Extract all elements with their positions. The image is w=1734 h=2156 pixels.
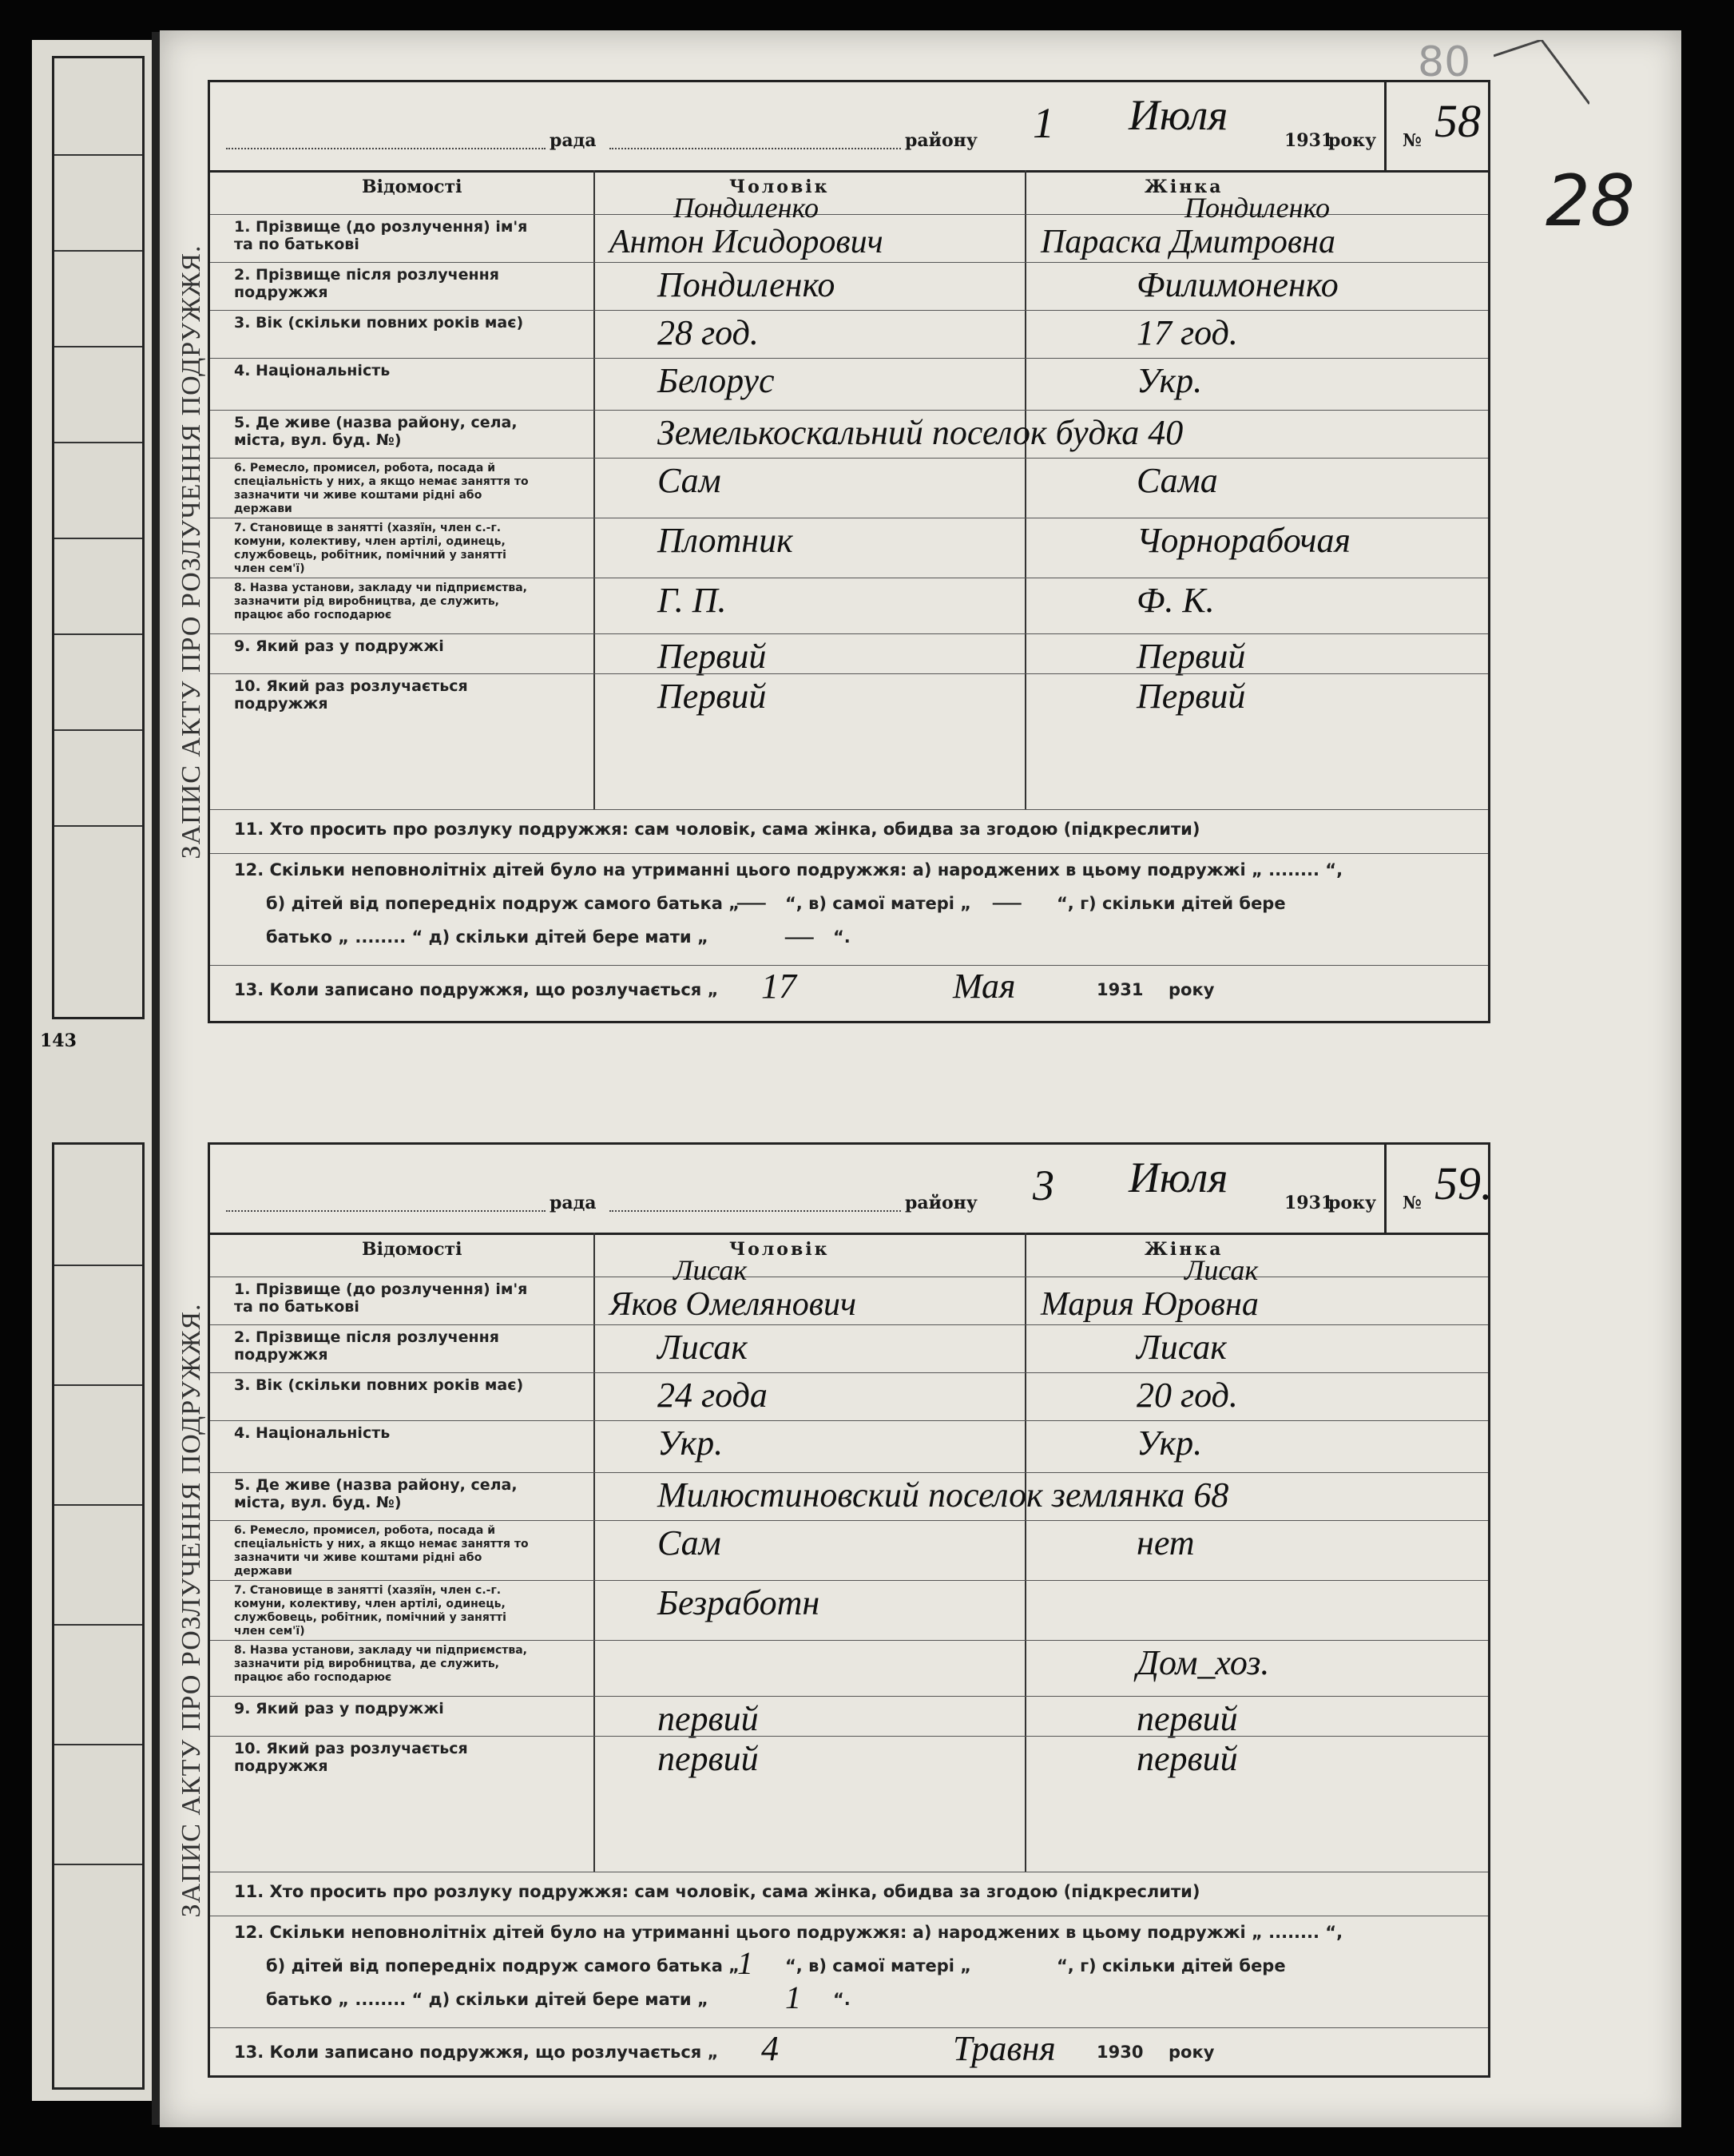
record-day: 1 [1033, 99, 1054, 147]
row-who-requests [210, 809, 1488, 854]
woman-age: 17 год. [1137, 313, 1238, 352]
row-label: 7. Становище в занятті (хазяїн, член с.-г. комуни, колективу, член артілі, одинець, службовець, робітник, помічний у занятті член сем'ї) [234, 522, 506, 575]
row-label: 4. Національність [234, 362, 391, 379]
woman-surname: Пондиленко [1184, 192, 1330, 224]
man-status: Плотник [657, 521, 793, 560]
corner-ink-mark: 28 [1546, 160, 1635, 242]
row-label: 1. Прізвище (до розлучення) ім'я та по батькові [234, 1280, 528, 1316]
rada-line [226, 1210, 546, 1212]
woman-occupation: Сама [1137, 461, 1218, 500]
column-man: Чоловік [729, 177, 830, 197]
woman-nationality: Укр. [1137, 361, 1203, 400]
man-marriage-count: первий [657, 1699, 759, 1738]
record-month: Июля [1129, 91, 1228, 139]
row-name [210, 192, 1488, 263]
man-surname-after: Пондиленко [657, 265, 835, 304]
man-name: Яков Омелянович [609, 1286, 857, 1323]
woman-marriage-count: первий [1137, 1699, 1238, 1738]
children-text-b3: “, г) скільки дітей бере [1057, 1956, 1286, 1975]
registered-day: 4 [761, 2029, 779, 2068]
man-institution: Г. П. [657, 581, 727, 620]
children-father-prev: 1 [737, 1945, 753, 1981]
adjacent-page-grid [52, 1142, 145, 2090]
children-text-b2: “, в) самої матері „ [785, 1956, 972, 1975]
row-children [210, 853, 1488, 966]
registered-text: 13. Коли записано подружжя, що розлучається „ [234, 980, 719, 999]
row-label: 7. Становище в занятті (хазяїн, член с.-г. комуни, колективу, член артілі, одинець, службовець, робітник, помічний у занятті член сем'ї) [234, 1584, 506, 1638]
who-requests-text: 11. Хто просить про розлуку подружжя: сам чоловік, сама жінка, обидва за згодою (підкреслити) [234, 1882, 1200, 1901]
side-title-text: ЗАПИС АКТУ ПРО РОЗЛУЧЕННЯ ПОДРУЖЖЯ. [177, 244, 206, 859]
woman-surname-after: Филимоненко [1137, 265, 1339, 304]
form-row [210, 410, 1488, 459]
form-row [210, 358, 1488, 411]
raion-label: району [905, 130, 978, 151]
registered-month: Мая [953, 967, 1016, 1006]
children-text-c2: “. [833, 927, 851, 947]
man-surname: Пондиленко [673, 192, 819, 224]
woman-nationality: Укр. [1137, 1423, 1203, 1463]
record-year: 1931 [1284, 130, 1334, 151]
form-row [210, 1696, 1488, 1737]
registered-year: 1930 [1097, 2043, 1144, 2062]
woman-institution: Дом_хоз. [1137, 1643, 1270, 1682]
man-divorce-count: первий [657, 1739, 759, 1778]
woman-occupation: нет [1137, 1523, 1195, 1562]
registered-day: 17 [761, 967, 796, 1006]
row-label: 2. Прізвище після розлучення подружжя [234, 266, 499, 301]
man-divorce-count: Первий [657, 677, 767, 716]
woman-surname-after: Лисак [1137, 1328, 1227, 1367]
woman-surname: Лисак [1184, 1254, 1259, 1286]
record-number-box [1384, 82, 1490, 170]
form-row [210, 1472, 1488, 1521]
woman-name: Параска Дмитровна [1041, 224, 1335, 260]
man-occupation: Сам [657, 461, 721, 500]
man-occupation: Сам [657, 1523, 721, 1562]
column-man: Чоловік [729, 1239, 830, 1260]
children-text-c2: “. [833, 1990, 851, 2009]
form-row [210, 1520, 1488, 1581]
row-label: 10. Який раз розлучається подружжя [234, 1740, 468, 1775]
row-label: 1. Прізвище (до розлучення) ім'я та по батькові [234, 218, 528, 253]
registered-month: Травня [953, 2029, 1056, 2068]
form-row [210, 1736, 1488, 1785]
row-label: 8. Назва установи, закладу чи підприємства, зазначити рід виробництва, де служить, працює або господарює [234, 1644, 528, 1684]
rada-line [226, 148, 546, 149]
man-surname-after: Лисак [657, 1328, 748, 1367]
raion-line [609, 1210, 901, 1212]
children-mother-takes: 1 [785, 1979, 801, 2015]
form-row [210, 673, 1488, 722]
column-woman: Жінка [1145, 1239, 1224, 1260]
form-row [210, 310, 1488, 359]
children-mother-prev: — [993, 883, 1022, 919]
man-surname: Лисак [673, 1254, 748, 1286]
record-year: 1931 [1284, 1193, 1334, 1213]
raion-line [609, 148, 901, 149]
row-who-requests [210, 1872, 1488, 1916]
side-title [172, 82, 212, 1021]
record-day: 3 [1033, 1161, 1054, 1209]
rada-label: рада [550, 130, 597, 151]
children-text-a: 12. Скільки неповнолітніх дітей було на утриманні цього подружжя: а) народжених в цьому подружжі „ ........ “, [234, 860, 1343, 879]
form-row [210, 518, 1488, 578]
children-text-c1: батько „ ........ “ д) скільки дітей бере мати „ [266, 1990, 708, 2009]
divorce-record-form [177, 80, 1490, 1023]
row-label: 6. Ремесло, промисел, робота, посада й спеціальність у них, а якщо немає заняття то зазначити чи живе коштами рідні або держави [234, 1524, 529, 1578]
children-father-prev: — [737, 883, 766, 919]
form-row [210, 633, 1488, 674]
number-sign: № [1403, 130, 1422, 151]
row-label: 6. Ремесло, промисел, робота, посада й спеціальність у них, а якщо немає заняття то зазначити чи живе коштами рідні або держави [234, 462, 529, 515]
form-row [210, 262, 1488, 311]
man-marriage-count: Первий [657, 637, 767, 676]
record-header [210, 82, 1488, 173]
book-binding [152, 32, 160, 2125]
row-name [210, 1254, 1488, 1325]
row-label: 9. Який раз у подружжі [234, 1700, 444, 1717]
man-age: 24 года [657, 1376, 768, 1415]
row-label: 4. Національність [234, 1424, 391, 1442]
man-status: Безработн [657, 1583, 820, 1622]
woman-divorce-count: Первий [1137, 677, 1246, 716]
side-title-text: ЗАПИС АКТУ ПРО РОЗЛУЧЕННЯ ПОДРУЖЖЯ. [177, 1303, 206, 1917]
row-label: 5. Де живе (назва району, села, міста, вул. буд. №) [234, 414, 518, 449]
row-label: 3. Вік (скільки повних років має) [234, 314, 524, 332]
children-text-b3: “, г) скільки дітей бере [1057, 894, 1286, 913]
raion-label: району [905, 1193, 978, 1213]
children-text-a: 12. Скільки неповнолітніх дітей було на утриманні цього подружжя: а) народжених в цьому подружжі „ ........ “, [234, 1923, 1343, 1942]
registered-text: 13. Коли записано подружжя, що розлучається „ [234, 2043, 719, 2062]
form-row [210, 1420, 1488, 1473]
form-row [210, 458, 1488, 518]
row-registered [210, 2027, 1488, 2076]
woman-name: Мария Юровна [1041, 1286, 1259, 1323]
form-row [210, 1640, 1488, 1697]
record-number-box [1384, 1145, 1493, 1233]
man-name: Антон Исидорович [609, 224, 883, 260]
column-headers [210, 1233, 1488, 1277]
adjacent-page-number: 143 [40, 1030, 77, 1051]
woman-status: Чорнорабочая [1137, 521, 1351, 560]
form-row [210, 1372, 1488, 1421]
column-woman: Жінка [1145, 177, 1224, 197]
number-sign: № [1403, 1193, 1422, 1213]
record-number: 58 [1434, 95, 1481, 147]
divorce-record-form [177, 1142, 1493, 2078]
record-header [210, 1145, 1493, 1235]
woman-institution: Ф. К. [1137, 581, 1215, 620]
registered-roku: року [1169, 980, 1215, 999]
children-mother-takes: — [785, 917, 814, 953]
registered-roku: року [1169, 2043, 1215, 2062]
woman-marriage-count: Первий [1137, 637, 1246, 676]
form-row [210, 1324, 1488, 1373]
rada-label: рада [550, 1193, 597, 1213]
row-label: 9. Який раз у подружжі [234, 637, 444, 655]
who-requests-text: 11. Хто просить про розлуку подружжя: сам чоловік, сама жінка, обидва за згодою (підкреслити) [234, 820, 1200, 839]
row-label: 2. Прізвище після розлучення подружжя [234, 1328, 499, 1364]
children-text-b1: б) дітей від попередніх подруж самого батька „ [266, 894, 740, 913]
man-address: Земелькоскальний поселок будка 40 [657, 413, 1184, 452]
column-vidomosti: Відомості [362, 1239, 462, 1260]
adjacent-page [32, 40, 152, 2101]
man-nationality: Белорус [657, 361, 775, 400]
record-number: 59. [1434, 1157, 1493, 1209]
page-number: 80 [1418, 38, 1471, 86]
form-row [210, 1580, 1488, 1641]
record-month: Июля [1129, 1153, 1228, 1201]
row-label: 8. Назва установи, закладу чи підприємства, зазначити рід виробництва, де служить, працює або господарює [234, 582, 528, 621]
adjacent-page-grid [52, 56, 145, 1019]
man-age: 28 год. [657, 313, 759, 352]
children-text-b2: “, в) самої матері „ [785, 894, 972, 913]
registered-year: 1931 [1097, 980, 1144, 999]
column-vidomosti: Відомості [362, 177, 462, 197]
woman-age: 20 год. [1137, 1376, 1238, 1415]
row-registered [210, 965, 1488, 1014]
form-row [210, 578, 1488, 634]
roku-label: року [1328, 130, 1377, 151]
row-label: 3. Вік (скільки повних років має) [234, 1376, 524, 1394]
row-label: 5. Де живе (назва району, села, міста, вул. буд. №) [234, 1476, 518, 1511]
man-address: Милюстиновский поселок землянка 68 [657, 1475, 1229, 1515]
side-title [172, 1145, 212, 2075]
row-children [210, 1916, 1488, 2028]
children-text-b1: б) дітей від попередніх подруж самого батька „ [266, 1956, 740, 1975]
roku-label: року [1328, 1193, 1377, 1213]
man-nationality: Укр. [657, 1423, 724, 1463]
children-text-c1: батько „ ........ “ д) скільки дітей бере мати „ [266, 927, 708, 947]
folded-corner-icon [1494, 40, 1589, 120]
woman-divorce-count: первий [1137, 1739, 1238, 1778]
row-label: 10. Який раз розлучається подружжя [234, 677, 468, 713]
